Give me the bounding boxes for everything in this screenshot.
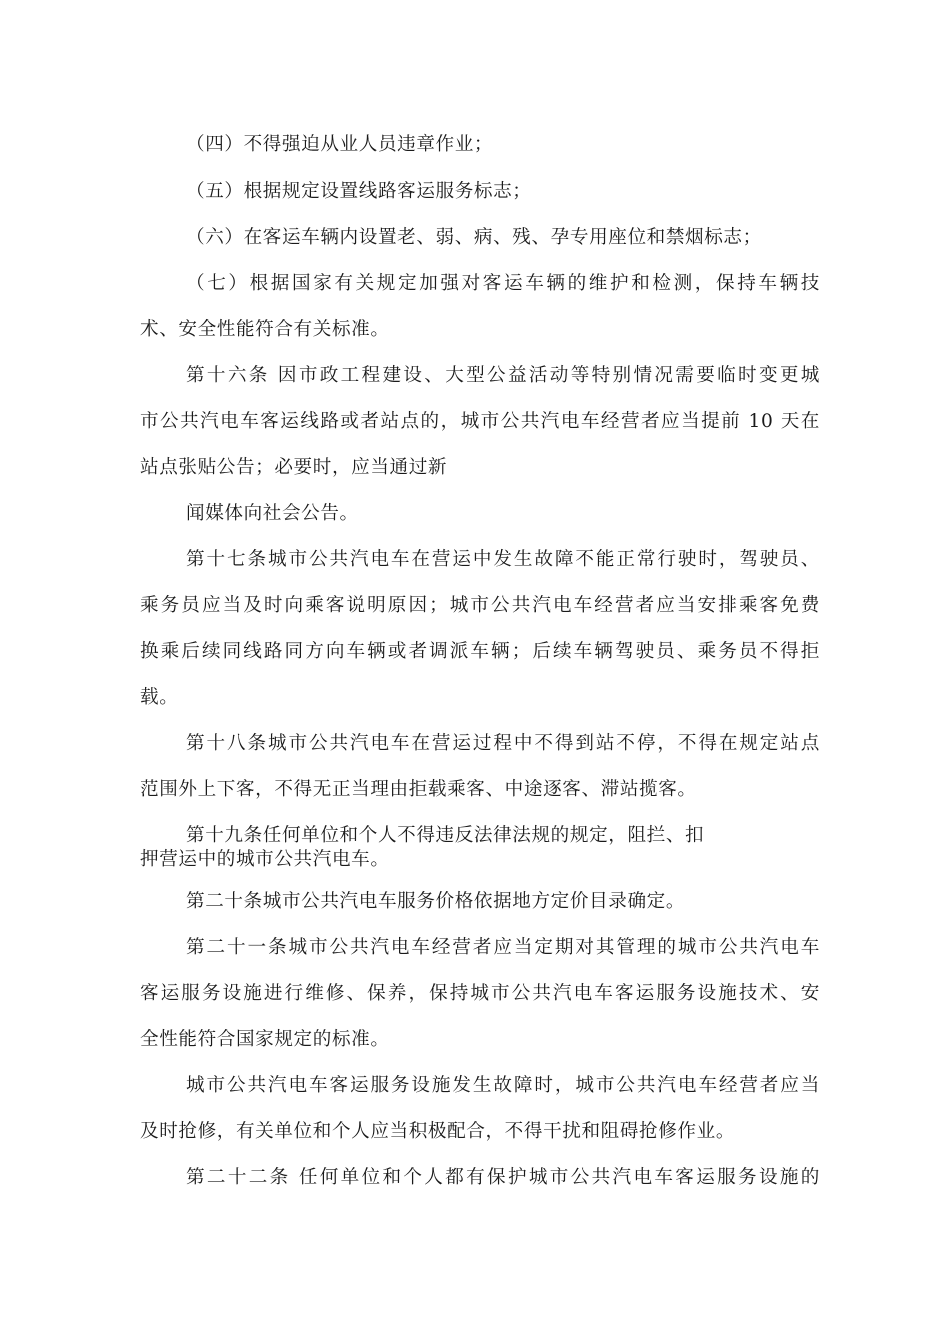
item-5: （五）根据规定设置线路客运服务标志； xyxy=(186,181,532,202)
article-18-line-2: 范围外上下客，不得无正当理由拒载乘客、中途逐客、滞站揽客。 xyxy=(140,779,697,800)
article-21-para-2-line-2: 及时抢修，有关单位和个人应当积极配合，不得干扰和阻碍抢修作业。 xyxy=(140,1121,736,1142)
article-19-line-1: 第十九条任何单位和个人不得违反法律法规的规定，阻拦、扣 xyxy=(186,825,705,846)
item-6: （六）在客运车辆内设置老、弱、病、残、孕专用座位和禁烟标志； xyxy=(186,227,762,248)
item-7-line-1: （七）根据国家有关规定加强对客运车辆的维护和检测，保持车辆技 xyxy=(186,273,820,294)
article-22-line-1: 第二十二条 任何单位和个人都有保护城市公共汽电车客运服务设施的 xyxy=(186,1167,820,1188)
article-17-line-4: 载。 xyxy=(140,687,179,708)
article-16-line-2: 市公共汽电车客运线路或者站点的，城市公共汽电车经营者应当提前 10 天在 xyxy=(140,411,820,432)
article-20: 第二十条城市公共汽电车服务价格依据地方定价目录确定。 xyxy=(186,891,686,912)
article-17-line-1: 第十七条城市公共汽电车在营运中发生故障不能正常行驶时，驾驶员、 xyxy=(186,549,820,570)
article-21-para-2-line-1: 城市公共汽电车客运服务设施发生故障时，城市公共汽电车经营者应当 xyxy=(186,1075,820,1096)
article-16-line-1: 第十六条 因市政工程建设、大型公益活动等特别情况需要临时变更城 xyxy=(186,365,820,386)
item-7-line-2: 术、安全性能符合有关标准。 xyxy=(140,319,390,340)
article-18-line-1: 第十八条城市公共汽电车在营运过程中不得到站不停，不得在规定站点 xyxy=(186,733,820,754)
item-4: （四）不得强迫从业人员违章作业； xyxy=(186,134,494,155)
article-21-line-3: 全性能符合国家规定的标准。 xyxy=(140,1029,390,1050)
article-16-line-3: 站点张贴公告；必要时，应当通过新 xyxy=(140,457,448,478)
article-21-line-2: 客运服务设施进行维修、保养，保持城市公共汽电车客运服务设施技术、安 xyxy=(140,983,820,1004)
article-17-line-2: 乘务员应当及时向乘客说明原因；城市公共汽电车经营者应当安排乘客免费 xyxy=(140,595,820,616)
article-19-line-2: 押营运中的城市公共汽电车。 xyxy=(140,849,390,870)
article-21-line-1: 第二十一条城市公共汽电车经营者应当定期对其管理的城市公共汽电车 xyxy=(186,937,820,958)
article-16-line-4: 闻媒体向社会公告。 xyxy=(186,503,359,524)
article-17-line-3: 换乘后续同线路同方向车辆或者调派车辆；后续车辆驾驶员、乘务员不得拒 xyxy=(140,641,820,662)
